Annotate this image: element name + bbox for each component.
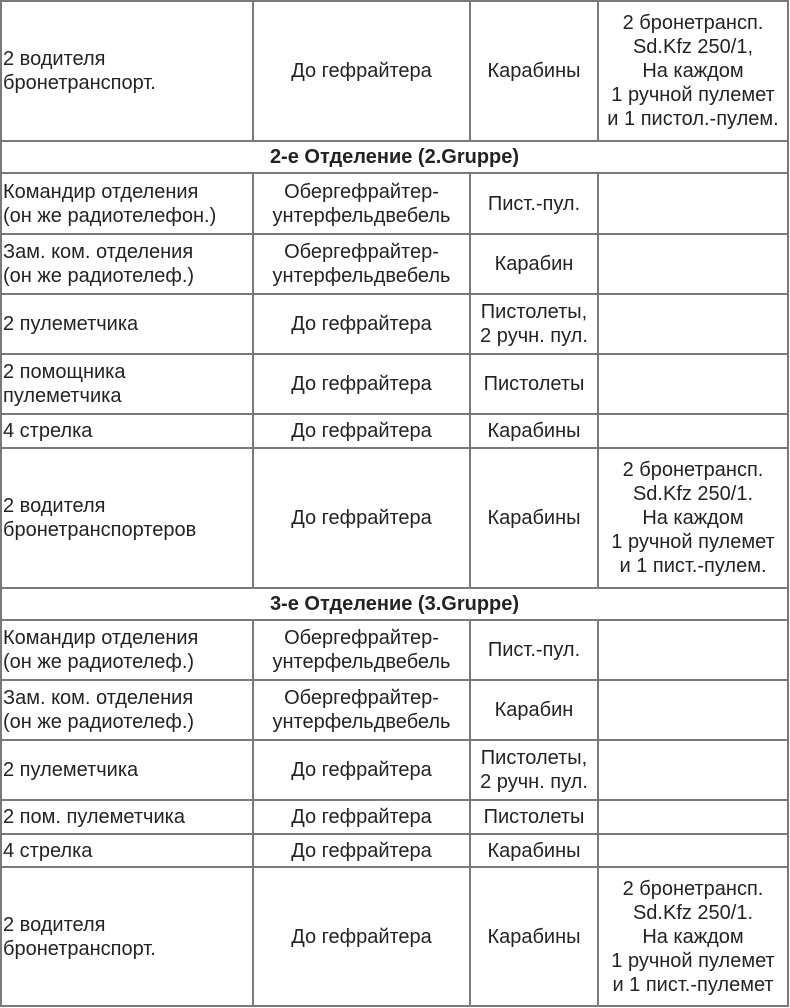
position-cell xyxy=(1,867,253,1006)
cell-line: Командир отделения xyxy=(3,627,199,649)
rank-cell xyxy=(253,294,470,354)
cell-line: Обергефрайтер- xyxy=(284,241,439,263)
cell-line: Обергефрайтер- xyxy=(284,687,439,709)
cell-line: 2 пулеметчика xyxy=(3,759,139,781)
rank-cell xyxy=(253,867,470,1006)
cell-line: 2 водителя xyxy=(3,913,106,936)
cell-line: 1 ручной пулемет xyxy=(611,531,775,553)
cell-line: Пист.-пул. xyxy=(487,639,581,661)
cell-line: унтерфельдвебель xyxy=(272,265,451,287)
rank-cell xyxy=(253,173,470,234)
note-cell xyxy=(598,414,788,448)
cell-line: 2 помощника xyxy=(3,361,126,383)
position-cell xyxy=(1,620,253,680)
position-cell xyxy=(1,448,253,588)
table-row xyxy=(1,1,788,141)
cell-line: 2 пом. пулеметчика xyxy=(3,806,185,828)
cell-line: Sd.Kfz 250/1. xyxy=(632,901,754,924)
rank-cell xyxy=(253,1,470,141)
table-row xyxy=(1,234,788,294)
position-cell xyxy=(1,680,253,740)
cell-line: бронетранспорт. xyxy=(3,72,156,94)
cell-line: Карабин xyxy=(494,253,574,275)
cell-line: 2 пулеметчика xyxy=(3,313,139,335)
weapon-cell xyxy=(470,620,598,680)
weapon-cell xyxy=(470,834,598,867)
cell-line: До гефрайтера xyxy=(291,507,432,529)
rank-cell xyxy=(253,680,470,740)
cell-line: (он же радиотелеф.) xyxy=(3,651,195,673)
cell-line: Зам. ком. отделения xyxy=(3,241,194,263)
cell-line: Пист.-пул. xyxy=(487,192,581,215)
cell-line: До гефрайтера xyxy=(291,925,432,948)
rank-cell xyxy=(253,414,470,448)
note-cell xyxy=(598,294,788,354)
cell-line: 4 стрелка xyxy=(3,420,93,442)
table-row xyxy=(1,680,788,740)
cell-line: На каждом xyxy=(642,507,744,529)
weapon-cell xyxy=(470,1,598,141)
rank-cell xyxy=(253,800,470,834)
table-row xyxy=(1,834,788,867)
cell-line: и 1 пист.-пулем. xyxy=(619,555,767,577)
cell-line: 2 ручн. пул. xyxy=(480,771,588,793)
cell-line: 2 бронетрансп. xyxy=(622,12,764,34)
table-row xyxy=(1,800,788,834)
table-row xyxy=(1,173,788,234)
cell-line: 2 водителя xyxy=(3,495,106,517)
note-cell xyxy=(598,680,788,740)
cell-line: До гефрайтера xyxy=(291,759,432,781)
cell-line: бронетранспортеров xyxy=(3,519,197,541)
cell-line: (он же радиотелеф.) xyxy=(3,265,195,287)
cell-line: Обергефрайтер- xyxy=(284,180,439,203)
section-header-row xyxy=(1,141,788,173)
cell-line: Карабины xyxy=(487,60,581,82)
cell-line: На каждом xyxy=(642,60,744,82)
cell-line: До гефрайтера xyxy=(291,373,432,395)
note-cell xyxy=(598,620,788,680)
cell-line: 2 бронетрансп. xyxy=(622,877,764,900)
weapon-cell xyxy=(470,294,598,354)
note-cell xyxy=(598,834,788,867)
note-cell xyxy=(598,448,788,588)
position-cell xyxy=(1,834,253,867)
cell-line: Карабины xyxy=(487,420,581,442)
weapon-cell xyxy=(470,740,598,800)
cell-line: Пистолеты xyxy=(483,373,585,395)
rank-cell xyxy=(253,620,470,680)
table-row xyxy=(1,867,788,1006)
position-cell xyxy=(1,354,253,414)
cell-line: Пистолеты, xyxy=(480,301,588,323)
cell-line: Карабины xyxy=(487,839,581,862)
weapon-cell xyxy=(470,414,598,448)
weapon-cell xyxy=(470,354,598,414)
cell-line: Зам. ком. отделения xyxy=(3,687,194,709)
cell-line: 2 бронетрансп. xyxy=(622,459,764,481)
note-cell xyxy=(598,234,788,294)
note-cell xyxy=(598,867,788,1006)
rank-cell xyxy=(253,448,470,588)
table-row xyxy=(1,740,788,800)
cell-line: Карабины xyxy=(487,507,581,529)
table-row xyxy=(1,354,788,414)
weapon-cell xyxy=(470,800,598,834)
section-title: 2-е Отделение (2.Gruppe) xyxy=(1,141,788,173)
cell-line: Sd.Kfz 250/1. xyxy=(632,483,754,505)
table-row xyxy=(1,448,788,588)
weapon-cell xyxy=(470,867,598,1006)
cell-line: унтерфельдвебель xyxy=(272,711,451,733)
table-row xyxy=(1,294,788,354)
cell-line: пулеметчика xyxy=(3,385,122,407)
rank-cell xyxy=(253,354,470,414)
cell-line: 2 водителя xyxy=(3,48,106,70)
position-cell xyxy=(1,234,253,294)
cell-line: 4 стрелка xyxy=(3,839,93,862)
cell-line: унтерфельдвебель xyxy=(272,204,451,227)
cell-line: (он же радиотелефон.) xyxy=(3,204,217,227)
weapon-cell xyxy=(470,448,598,588)
position-cell xyxy=(1,414,253,448)
cell-line: 1 ручной пулемет xyxy=(611,84,775,106)
cell-line: и 1 пистол.-пулем. xyxy=(607,108,779,130)
note-cell xyxy=(598,354,788,414)
weapon-cell xyxy=(470,173,598,234)
position-cell xyxy=(1,1,253,141)
cell-line: До гефрайтера xyxy=(291,420,432,442)
cell-line: и 1 пист.-пулемет xyxy=(612,973,774,996)
table-row xyxy=(1,414,788,448)
note-cell xyxy=(598,173,788,234)
cell-line: До гефрайтера xyxy=(291,839,432,862)
cell-line: Карабины xyxy=(487,925,581,948)
note-cell xyxy=(598,740,788,800)
cell-line: 1 ручной пулемет xyxy=(611,949,775,972)
cell-line: унтерфельдвебель xyxy=(272,651,451,673)
cell-line: До гефрайтера xyxy=(291,60,432,82)
weapon-cell xyxy=(470,680,598,740)
note-cell xyxy=(598,800,788,834)
position-cell xyxy=(1,173,253,234)
cell-line: (он же радиотелеф.) xyxy=(3,711,195,733)
cell-line: Карабин xyxy=(494,699,574,721)
section-title: 3-е Отделение (3.Gruppe) xyxy=(1,588,788,620)
cell-line: До гефрайтера xyxy=(291,313,432,335)
cell-line: До гефрайтера xyxy=(291,806,432,828)
rank-cell xyxy=(253,740,470,800)
cell-line: Пистолеты, xyxy=(480,747,588,769)
cell-line: На каждом xyxy=(642,925,744,948)
rank-cell xyxy=(253,834,470,867)
table-row xyxy=(1,620,788,680)
cell-line: Пистолеты xyxy=(483,806,585,828)
weapon-cell xyxy=(470,234,598,294)
section-header-row xyxy=(1,588,788,620)
cell-line: Sd.Kfz 250/1, xyxy=(632,36,754,58)
cell-line: 2 ручн. пул. xyxy=(480,325,588,347)
cell-line: Обергефрайтер- xyxy=(284,627,439,649)
rank-cell xyxy=(253,234,470,294)
cell-line: бронетранспорт. xyxy=(3,937,156,960)
position-cell xyxy=(1,294,253,354)
position-cell xyxy=(1,740,253,800)
note-cell xyxy=(598,1,788,141)
cell-line: Командир отделения xyxy=(3,180,199,203)
position-cell xyxy=(1,800,253,834)
table-body xyxy=(1,1,788,1006)
